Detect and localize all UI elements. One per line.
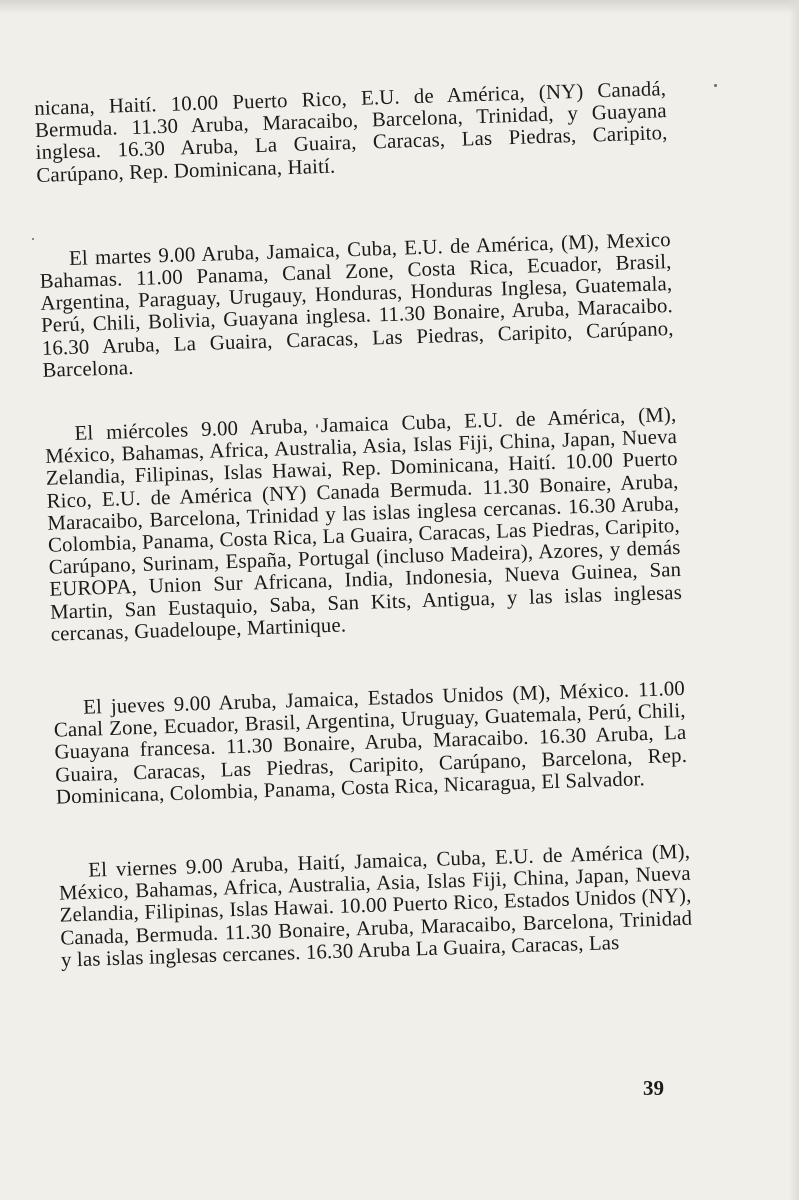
print-speck xyxy=(32,238,34,240)
schedule-paragraph-tuesday: El martes 9.00 Aruba, Jamaica, Cuba, E.U. de América, (M), Mexico Bahamas. 11.00 Panama, Canal Zone, Costa Rica, Ecuador, Brasil, Argentina, Paraguay, Urugauy, Honduras, Honduras Inglesa, Guatemala, Perú, Chili, Bolivia, Guayana inglesa. 11.30 Bonaire, Aruba, Maracaibo. 16.30 Aruba, La Guaira, Caracas, Las Piedras, Caripito, Carúpano, Barcelona. xyxy=(39,227,674,382)
page-body xyxy=(34,78,693,972)
schedule-paragraph-continuation: nicana, Haití. 10.00 Puerto Rico, E.U. de América, (NY) Canadá, Bermuda. 11.30 Aruba, Maracaibo, Barcelona, Trinidad, y Guayana inglesa. 16.30 Aruba, La Guaira, Caracas, Las Piedras, Caripito, Carúpano, Rep. Dominicana, Haití. xyxy=(33,77,668,187)
page-right-edge xyxy=(789,0,799,1200)
page-number: 39 xyxy=(643,1076,664,1100)
schedule-paragraph-friday: El viernes 9.00 Aruba, Haití, Jamaica, Cuba, E.U. de América (M), México, Bahamas, Africa, Australia, Asia, Islas Fiji, China, Japan, Nueva Zelandia, Filipinas, Islas Hawai. 10.00 Puerto Rico, Estados Unidos (NY), Canada, Bermuda. 11.30 Bonaire, Aruba, Maracaibo, Barcelona, Trinidad y las islas inglesas cercanes. 16.30 Aruba La Guaira, Caracas, Las xyxy=(58,839,693,972)
print-speck xyxy=(714,84,717,87)
schedule-paragraph-wednesday: El miércoles 9.00 Aruba, Jamaica Cuba, E.U. de América, (M), México, Bahamas, Africa, Australia, Asia, Islas Fiji, China, Japan, Nueva Zelandia, Filipinas, Islas Hawai, Rep. Dominicana, Haití. 10.00 Puerto Rico, E.U. de América (NY) Canada Bermuda. 11.30 Bonaire, Aruba, Maracaibo, Barcelona, Trinidad y las islas inglesa cercanas. 16.30 Aruba, Colombia, Panama, Costa Rica, La Guaira, Caracas, Las Piedras, Caripito, Carúpano, Surinam, España, Portugal (incluso Madeira), Azores, y demás EUROPA, Union Sur Africana, India, Indonesia, Nueva Guinea, San Martin, San Eustaquio, Saba, San Kits, Antigua, y las islas inglesas cercanas, Guadeloupe, Martinique. xyxy=(44,403,683,646)
schedule-paragraph-thursday: El jueves 9.00 Aruba, Jamaica, Estados Unidos (M), México. 11.00 Canal Zone, Ecuador, Brasil, Argentina, Uruguay, Guatemala, Perú, Chili, Guayana francesa. 11.30 Bonaire, Aruba, Maracaibo. 16.30 Aruba, La Guaira, Caracas, Las Piedras, Caripito, Carúpano, Barcelona, Rep. Dominicana, Colombia, Panama, Costa Rica, Nicaragua, El Salvador. xyxy=(53,676,688,809)
page-top-edge xyxy=(0,0,799,14)
